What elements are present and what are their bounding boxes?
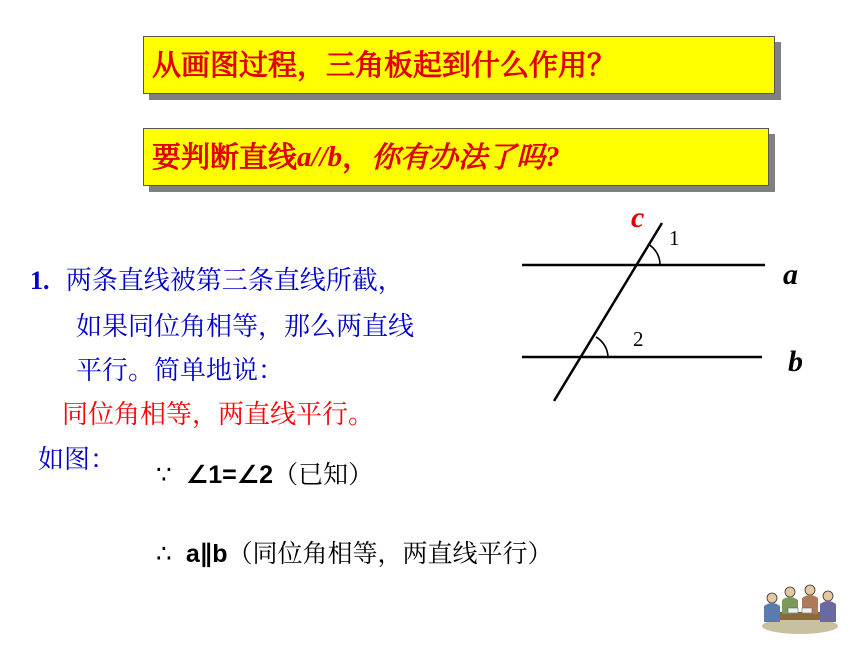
question-1-text: 从画图过程，三角板起到什么作用？: [152, 47, 617, 82]
question-2-parallel: //: [311, 140, 328, 173]
angle-1-label: 1: [669, 226, 680, 250]
therefore-reason: （同位角相等，两直线平行）: [227, 539, 553, 568]
angle-1-arc: [648, 244, 660, 265]
question-2-line-a: a: [297, 140, 312, 173]
angle-2-label: 2: [633, 327, 644, 351]
therefore-symbol: ∴: [156, 539, 172, 568]
theorem-line-1-text: 两条直线被第三条直线所截，: [65, 266, 404, 296]
theorem-line-2: 如果同位角相等，那么两直线: [76, 312, 415, 342]
students-discussing-icon: [758, 578, 842, 636]
theorem-summary: 同位角相等，两直线平行。: [62, 400, 375, 430]
therefore-expression: a∥b: [185, 540, 228, 568]
question-2-line-b: b: [327, 140, 343, 173]
question-2-comma: ，: [342, 139, 372, 174]
question-2-suffix: 你有办法了吗: [371, 139, 546, 174]
label-a: a: [783, 258, 798, 291]
label-b: b: [788, 345, 803, 378]
theorem-number: 1.: [30, 266, 50, 295]
because-symbol: ∵: [156, 460, 172, 489]
transversal-c: [554, 223, 662, 401]
question-2-prefix: 要判断直线: [152, 139, 298, 174]
theorem-line-3: 平行。简单地说：: [76, 356, 285, 386]
because-expression: ∠1=∠2: [185, 461, 274, 489]
question-2-mark: ?: [545, 140, 560, 173]
label-c: c: [631, 201, 645, 234]
angle-2-arc: [596, 337, 608, 357]
because-reason: （已知）: [273, 460, 374, 489]
figure-intro: 如图：: [38, 445, 117, 475]
